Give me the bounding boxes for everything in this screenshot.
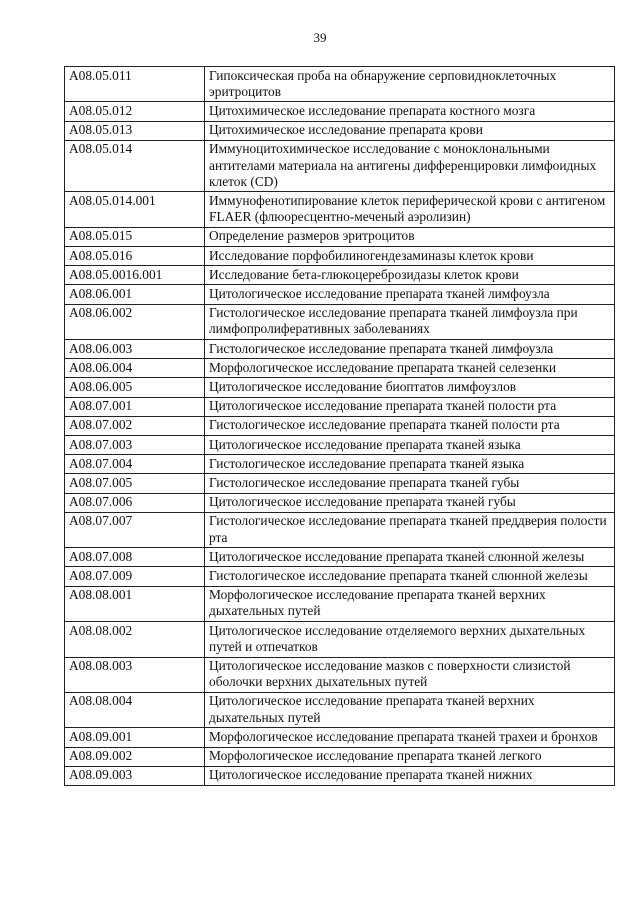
service-description: Иммуноцитохимическое исследование с моноклональными антителами материала на антигены дифференцировки лимфоидных клеток (CD) — [205, 140, 615, 192]
service-code: A08.05.014.001 — [65, 192, 205, 227]
table-row — [65, 397, 615, 416]
service-code: A08.05.014 — [65, 140, 205, 192]
service-code: A08.05.0016.001 — [65, 266, 205, 285]
table-row — [65, 512, 615, 547]
service-description: Цитологическое исследование препарата тканей губы — [205, 493, 615, 512]
service-code: A08.05.012 — [65, 102, 205, 121]
service-description: Гистологическое исследование препарата тканей лимфоузла при лимфопролиферативных заболеваниях — [205, 304, 615, 339]
service-description: Гистологическое исследование препарата тканей слюнной железы — [205, 567, 615, 586]
table-row — [65, 474, 615, 493]
service-description: Цитологическое исследование препарата тканей языка — [205, 436, 615, 455]
table-row — [65, 455, 615, 474]
table-row — [65, 192, 615, 227]
service-description: Цитологическое исследование препарата тканей нижних — [205, 766, 615, 785]
table-row — [65, 728, 615, 747]
table-row — [65, 140, 615, 192]
service-description: Определение размеров эритроцитов — [205, 227, 615, 246]
table-row — [65, 121, 615, 140]
table-row — [65, 747, 615, 766]
table-row — [65, 766, 615, 785]
table-row — [65, 67, 615, 102]
service-description: Морфологическое исследование препарата тканей легкого — [205, 747, 615, 766]
service-description: Гистологическое исследование препарата тканей лимфоузла — [205, 340, 615, 359]
service-code: A08.08.003 — [65, 657, 205, 692]
service-code: A08.05.015 — [65, 227, 205, 246]
service-code: A08.07.002 — [65, 416, 205, 435]
service-code: A08.06.005 — [65, 378, 205, 397]
service-code: A08.06.001 — [65, 285, 205, 304]
service-code: A08.07.006 — [65, 493, 205, 512]
service-description: Цитологическое исследование препарата тканей лимфоузла — [205, 285, 615, 304]
table-body — [65, 67, 615, 786]
service-description: Морфологическое исследование препарата тканей верхних дыхательных путей — [205, 586, 615, 621]
table-row — [65, 266, 615, 285]
service-code: A08.09.001 — [65, 728, 205, 747]
service-description: Исследование порфобилиногендезаминазы клеток крови — [205, 247, 615, 266]
service-description: Гипоксическая проба на обнаружение серповидноклеточных эритроцитов — [205, 67, 615, 102]
service-description: Цитохимическое исследование препарата крови — [205, 121, 615, 140]
service-code: A08.09.002 — [65, 747, 205, 766]
service-codes-table — [64, 66, 615, 786]
service-description: Цитологическое исследование отделяемого верхних дыхательных путей и отпечатков — [205, 622, 615, 657]
table-row — [65, 378, 615, 397]
service-description: Морфологическое исследование препарата тканей трахеи и бронхов — [205, 728, 615, 747]
service-code: A08.07.004 — [65, 455, 205, 474]
service-description: Гистологическое исследование препарата тканей языка — [205, 455, 615, 474]
page-number: 39 — [313, 30, 327, 45]
service-code: A08.05.011 — [65, 67, 205, 102]
table-row — [65, 416, 615, 435]
table-row — [65, 567, 615, 586]
service-description: Цитологическое исследование биоптатов лимфоузлов — [205, 378, 615, 397]
service-description: Цитологическое исследование препарата тканей полости рта — [205, 397, 615, 416]
service-code: A08.08.001 — [65, 586, 205, 621]
service-code: A08.06.003 — [65, 340, 205, 359]
service-description: Гистологическое исследование препарата тканей полости рта — [205, 416, 615, 435]
service-code: A08.07.007 — [65, 512, 205, 547]
service-description: Цитологическое исследование мазков с поверхности слизистой оболочки верхних дыхательных путей — [205, 657, 615, 692]
table-row — [65, 493, 615, 512]
service-code: A08.08.002 — [65, 622, 205, 657]
service-description: Цитохимическое исследование препарата костного мозга — [205, 102, 615, 121]
service-description: Исследование бета-глюкоцереброзидазы клеток крови — [205, 266, 615, 285]
service-code: A08.07.005 — [65, 474, 205, 493]
table-row — [65, 622, 615, 657]
table-row — [65, 359, 615, 378]
service-code: A08.05.016 — [65, 247, 205, 266]
service-code: A08.07.003 — [65, 436, 205, 455]
service-description: Цитологическое исследование препарата тканей верхних дыхательных путей — [205, 692, 615, 727]
service-code: A08.07.001 — [65, 397, 205, 416]
table-row — [65, 304, 615, 339]
service-description: Гистологическое исследование препарата тканей преддверия полости рта — [205, 512, 615, 547]
service-description: Цитологическое исследование препарата тканей слюнной железы — [205, 548, 615, 567]
service-code: A08.07.008 — [65, 548, 205, 567]
service-code: A08.08.004 — [65, 692, 205, 727]
service-description: Гистологическое исследование препарата тканей губы — [205, 474, 615, 493]
service-code: A08.09.003 — [65, 766, 205, 785]
service-code: A08.07.009 — [65, 567, 205, 586]
service-description: Морфологическое исследование препарата тканей селезенки — [205, 359, 615, 378]
table-row — [65, 548, 615, 567]
table-row — [65, 285, 615, 304]
table-row — [65, 586, 615, 621]
table-row — [65, 340, 615, 359]
table-row — [65, 692, 615, 727]
service-code: A08.06.004 — [65, 359, 205, 378]
service-description: Иммунофенотипирование клеток периферической крови с антигеном FLAER (флюоресцентно-меченый аэролизин) — [205, 192, 615, 227]
table-row — [65, 102, 615, 121]
service-code: A08.06.002 — [65, 304, 205, 339]
table-row — [65, 436, 615, 455]
table-row — [65, 657, 615, 692]
service-code: A08.05.013 — [65, 121, 205, 140]
table-row — [65, 227, 615, 246]
table-row — [65, 247, 615, 266]
